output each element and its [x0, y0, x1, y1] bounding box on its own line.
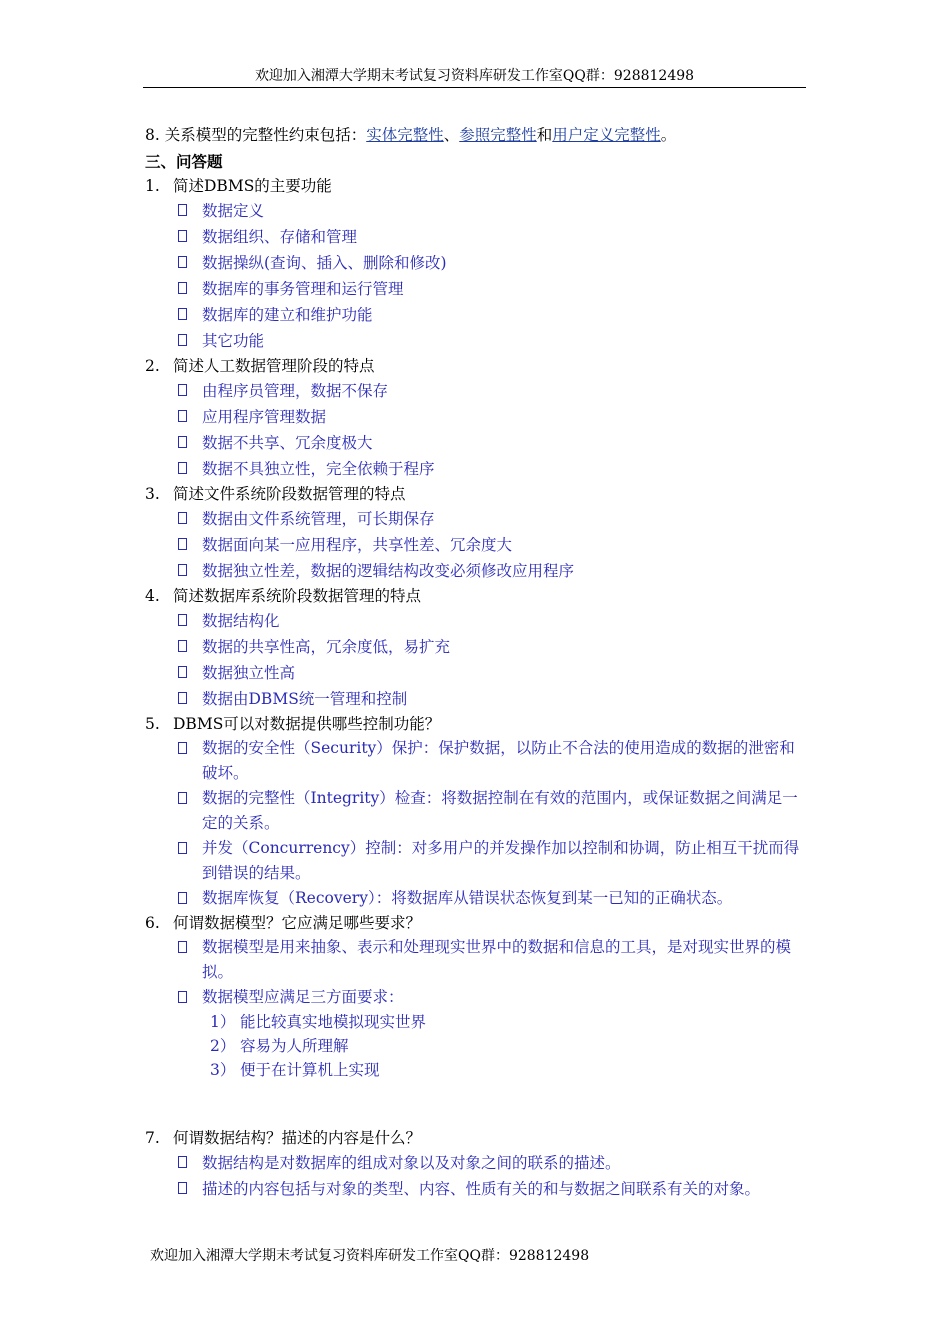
answer-text: 数据结构化 — [202, 612, 280, 630]
question-number: 1. — [145, 177, 160, 195]
list-item — [145, 328, 810, 354]
answer-list-5 — [145, 736, 810, 911]
bullet-icon — [178, 462, 187, 474]
header-rule — [143, 87, 806, 88]
list-item — [145, 686, 810, 712]
bullet-icon — [178, 892, 187, 904]
q8-sep2: 和 — [536, 126, 553, 144]
list-item — [145, 430, 810, 456]
sub-number: 3） — [210, 1061, 236, 1079]
list-item — [145, 1150, 810, 1176]
answer-text: 数据模型应满足三方面要求： — [202, 988, 404, 1006]
list-item — [145, 836, 810, 886]
question-4 — [145, 584, 810, 608]
answer-text: 数据由文件系统管理，可长期保存 — [202, 510, 435, 528]
q8-prefix: 8. 关系模型的完整性约束包括： — [145, 126, 367, 144]
answer-text: 应用程序管理数据 — [202, 408, 327, 426]
list-item — [145, 456, 810, 482]
question-text: 简述文件系统阶段数据管理的特点 — [173, 485, 406, 503]
bullet-icon — [178, 256, 187, 268]
answer-text: 由程序员管理，数据不保存 — [202, 382, 389, 400]
answer-list-4 — [145, 608, 810, 712]
list-item — [145, 198, 810, 224]
list-item — [145, 532, 810, 558]
bullet-icon — [178, 941, 187, 953]
answer-text: 描述的内容包括与对象的类型、内容、性质有关的和与数据之间联系有关的对象。 — [202, 1180, 761, 1198]
list-item — [145, 736, 810, 786]
question-number: 4. — [145, 587, 160, 605]
question-number: 2. — [145, 357, 160, 375]
question-number: 6. — [145, 914, 160, 932]
list-item — [145, 786, 810, 836]
bullet-icon — [178, 410, 187, 422]
link-entity-integrity[interactable]: 实体完整性 — [366, 126, 444, 144]
sub-text: 容易为人所理解 — [240, 1037, 349, 1055]
bullet-icon — [178, 282, 187, 294]
answer-list-6 — [145, 935, 810, 1010]
answer-text: 数据由DBMS统一管理和控制 — [202, 690, 408, 708]
question-5 — [145, 712, 810, 736]
question-7 — [145, 1126, 810, 1150]
question-number: 3. — [145, 485, 160, 503]
q8-sep1: 、 — [443, 126, 460, 144]
answer-text: 数据库恢复（Recovery）：将数据库从错误状态恢复到某一已知的正确状态。 — [202, 889, 733, 907]
list-item — [145, 608, 810, 634]
bullet-icon — [178, 308, 187, 320]
bullet-icon — [178, 538, 187, 550]
question-text: 何谓数据结构？描述的内容是什么？ — [173, 1129, 422, 1147]
bullet-icon — [178, 742, 187, 754]
list-item — [145, 1034, 810, 1058]
spacer — [145, 1082, 810, 1126]
list-item — [145, 302, 810, 328]
bullet-icon — [178, 1182, 187, 1194]
list-item — [145, 1176, 810, 1202]
question-text: 简述人工数据管理阶段的特点 — [173, 357, 375, 375]
question-6 — [145, 911, 810, 935]
question-2 — [145, 354, 810, 378]
answer-text: 数据不共享、冗余度极大 — [202, 434, 373, 452]
answer-text: 数据的完整性（Integrity）检查：将数据控制在有效的范围内，或保证数据之间满足一定的关系。 — [202, 789, 798, 832]
document-body — [145, 122, 810, 1202]
bullet-icon — [178, 614, 187, 626]
answer-text: 数据独立性高 — [202, 664, 296, 682]
bullet-icon — [178, 692, 187, 704]
list-item — [145, 985, 810, 1010]
list-item — [145, 935, 810, 985]
answer-list-2 — [145, 378, 810, 482]
bullet-icon — [178, 512, 187, 524]
answer-text: 数据的共享性高，冗余度低，易扩充 — [202, 638, 451, 656]
link-referential-integrity[interactable]: 参照完整性 — [459, 126, 537, 144]
answer-list-7 — [145, 1150, 810, 1202]
question-1 — [145, 174, 810, 198]
section-title: 三、问答题 — [145, 152, 223, 171]
list-item — [145, 250, 810, 276]
page-footer: 欢迎加入湘潭大学期末考试复习资料库研发工作室QQ群：928812498 — [150, 1248, 590, 1264]
answer-text: 数据组织、存储和管理 — [202, 228, 358, 246]
answer-text: 数据定义 — [202, 202, 265, 220]
question-text: 简述DBMS的主要功能 — [173, 177, 332, 195]
bullet-icon — [178, 792, 187, 804]
answer-text: 数据不具独立性，完全依赖于程序 — [202, 460, 435, 478]
answer-list-3 — [145, 506, 810, 584]
list-item — [145, 224, 810, 250]
bullet-icon — [178, 230, 187, 242]
question-8 — [145, 122, 810, 148]
bullet-icon — [178, 842, 187, 854]
list-item — [145, 378, 810, 404]
list-item — [145, 506, 810, 532]
list-item — [145, 1058, 810, 1082]
answer-text: 数据的安全性（Security）保护：保护数据，以防止不合法的使用造成的数据的泄密和破坏。 — [202, 739, 795, 782]
list-item — [145, 886, 810, 911]
sub-list-6 — [145, 1010, 810, 1082]
answer-text: 数据库的事务管理和运行管理 — [202, 280, 404, 298]
bullet-icon — [178, 666, 187, 678]
bullet-icon — [178, 991, 187, 1003]
bullet-icon — [178, 436, 187, 448]
page-header: 欢迎加入湘潭大学期末考试复习资料库研发工作室QQ群：928812498 — [254, 68, 695, 84]
question-3 — [145, 482, 810, 506]
sub-text: 便于在计算机上实现 — [240, 1061, 380, 1079]
list-item — [145, 660, 810, 686]
sub-text: 能比较真实地模拟现实世界 — [240, 1013, 427, 1031]
question-text: 简述数据库系统阶段数据管理的特点 — [173, 587, 422, 605]
answer-text: 数据独立性差，数据的逻辑结构改变必须修改应用程序 — [202, 562, 575, 580]
question-text: DBMS可以对数据提供哪些控制功能？ — [173, 715, 441, 733]
link-user-defined-integrity[interactable]: 用户定义完整性 — [552, 126, 661, 144]
answer-text: 数据库的建立和维护功能 — [202, 306, 373, 324]
sub-number: 2） — [210, 1037, 236, 1055]
answer-text: 其它功能 — [202, 332, 265, 350]
question-text: 何谓数据模型？它应满足哪些要求？ — [173, 914, 422, 932]
bullet-icon — [178, 384, 187, 396]
bullet-icon — [178, 640, 187, 652]
sub-number: 1） — [210, 1013, 236, 1031]
bullet-icon — [178, 334, 187, 346]
answer-text: 数据模型是用来抽象、表示和处理现实世界中的数据和信息的工具，是对现实世界的模拟。 — [202, 938, 792, 981]
list-item — [145, 276, 810, 302]
answer-text: 并发（Concurrency）控制：对多用户的并发操作加以控制和协调，防止相互干扰而得到错误的结果。 — [202, 839, 800, 882]
list-item — [145, 1010, 810, 1034]
bullet-icon — [178, 1156, 187, 1168]
question-number: 5. — [145, 715, 160, 733]
answer-text: 数据操纵(查询、插入、删除和修改) — [202, 254, 447, 272]
answer-list-1 — [145, 198, 810, 354]
answer-text: 数据面向某一应用程序，共享性差、冗余度大 — [202, 536, 513, 554]
list-item — [145, 634, 810, 660]
answer-text: 数据结构是对数据库的组成对象以及对象之间的联系的描述。 — [202, 1154, 621, 1172]
list-item — [145, 558, 810, 584]
list-item — [145, 404, 810, 430]
q8-end: 。 — [660, 126, 677, 144]
question-number: 7. — [145, 1129, 160, 1147]
bullet-icon — [178, 564, 187, 576]
bullet-icon — [178, 204, 187, 216]
